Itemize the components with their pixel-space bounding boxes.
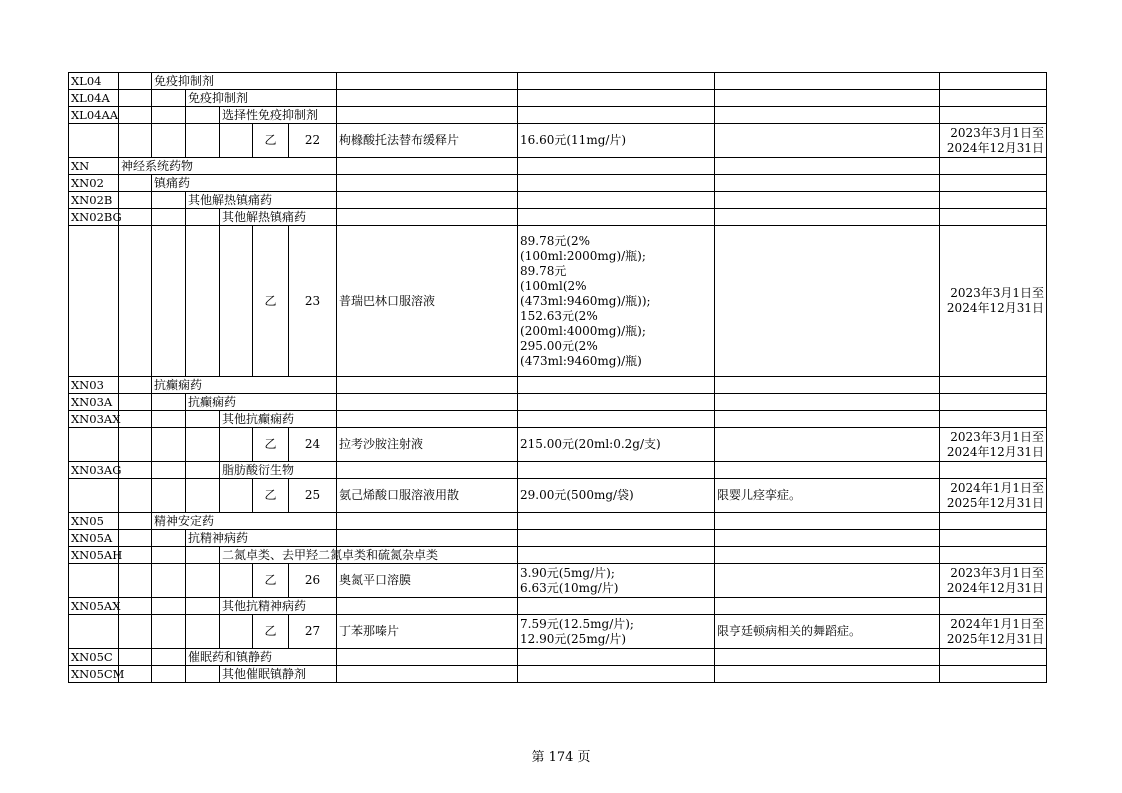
validity-period-cell xyxy=(940,598,1047,615)
price-cell xyxy=(518,377,715,394)
price-line: 295.00元(2% xyxy=(520,338,598,353)
restriction-cell xyxy=(715,209,940,226)
serial-number-cell: 24 xyxy=(289,428,337,462)
category-row xyxy=(69,192,1047,209)
drug-name-cell xyxy=(337,107,518,124)
drug-row xyxy=(69,564,1047,598)
validity-period-cell xyxy=(940,462,1047,479)
drug-row xyxy=(69,615,1047,649)
period-line: 2024年12月31日 xyxy=(946,580,1045,595)
code-cell xyxy=(69,124,119,158)
category-name-cell: 免疫抑制剂 xyxy=(186,90,337,107)
code-cell: XL04AA xyxy=(69,107,119,124)
category-name-cell: 其他催眠镇静剂 xyxy=(220,666,337,683)
level-spacer-cell xyxy=(186,615,220,649)
level-spacer-cell xyxy=(152,411,186,428)
category-row xyxy=(69,175,1047,192)
level-spacer-cell xyxy=(186,124,220,158)
level-spacer-cell xyxy=(152,90,186,107)
restriction-cell xyxy=(715,226,940,377)
drug-name-cell xyxy=(337,90,518,107)
validity-period-cell xyxy=(940,90,1047,107)
price-line: 89.78元(2% xyxy=(520,233,591,248)
drug-row xyxy=(69,428,1047,462)
level-spacer-cell xyxy=(119,428,152,462)
level-spacer-cell xyxy=(220,564,253,598)
price-cell xyxy=(518,411,715,428)
level-spacer-cell xyxy=(152,666,186,683)
level-spacer-cell xyxy=(152,192,186,209)
price-cell xyxy=(518,226,715,377)
drug-name-cell xyxy=(337,192,518,209)
level-spacer-cell xyxy=(152,209,186,226)
price-line: 6.63元(10mg/片) xyxy=(520,580,619,595)
validity-period-cell xyxy=(940,377,1047,394)
drug-name-cell: 拉考沙胺注射液 xyxy=(337,428,518,462)
code-cell: XN05AH xyxy=(69,547,119,564)
level-spacer-cell xyxy=(119,107,152,124)
category-name-cell: 镇痛药 xyxy=(152,175,337,192)
restriction-cell xyxy=(715,158,940,175)
code-cell xyxy=(69,564,119,598)
drug-name-cell xyxy=(337,411,518,428)
level-spacer-cell xyxy=(152,615,186,649)
drug-name-cell xyxy=(337,158,518,175)
code-cell: XN03AG xyxy=(69,462,119,479)
category-row xyxy=(69,394,1047,411)
restriction-cell: 限亨廷顿病相关的舞蹈症。 xyxy=(715,615,940,649)
category-name-cell: 选择性免疫抑制剂 xyxy=(220,107,337,124)
level-spacer-cell xyxy=(186,479,220,513)
category-row xyxy=(69,547,1047,564)
price-line: 16.60元(11mg/片) xyxy=(520,133,627,147)
price-cell xyxy=(518,73,715,90)
category-row xyxy=(69,598,1047,615)
category-name-cell: 抗癫痫药 xyxy=(152,377,337,394)
category-row xyxy=(69,90,1047,107)
category-row xyxy=(69,209,1047,226)
period-line: 2024年12月31日 xyxy=(946,140,1045,155)
price-line: 3.90元(5mg/片); xyxy=(520,565,615,580)
serial-number-cell: 25 xyxy=(289,479,337,513)
price-cell xyxy=(518,649,715,666)
price-line: 215.00元(20ml:0.2g/支) xyxy=(520,437,661,451)
validity-period-cell xyxy=(940,158,1047,175)
price-cell xyxy=(518,666,715,683)
drug-row xyxy=(69,124,1047,158)
level-spacer-cell xyxy=(119,73,152,90)
category-row xyxy=(69,462,1047,479)
level-spacer-cell xyxy=(119,226,152,377)
level-spacer-cell xyxy=(119,479,152,513)
validity-period-cell xyxy=(940,394,1047,411)
category-row xyxy=(69,158,1047,175)
price-cell xyxy=(518,90,715,107)
level-spacer-cell xyxy=(186,547,220,564)
price-cell xyxy=(518,209,715,226)
category-name-cell: 二氮卓类、去甲羟二氮卓类和硫氮杂卓类 xyxy=(220,547,337,564)
drug-name-cell xyxy=(337,649,518,666)
price-line: (200ml:4000mg)/瓶); xyxy=(520,323,646,338)
code-cell xyxy=(69,226,119,377)
level-spacer-cell xyxy=(186,226,220,377)
validity-period-cell xyxy=(940,530,1047,547)
level-spacer-cell xyxy=(186,411,220,428)
code-cell: XN05 xyxy=(69,513,119,530)
category-row xyxy=(69,513,1047,530)
level-spacer-cell xyxy=(220,479,253,513)
category-row xyxy=(69,666,1047,683)
category-type-cell: 乙 xyxy=(253,428,289,462)
drug-name-cell xyxy=(337,209,518,226)
drug-name-cell: 氨己烯酸口服溶液用散 xyxy=(337,479,518,513)
level-spacer-cell xyxy=(186,462,220,479)
level-spacer-cell xyxy=(119,564,152,598)
category-name-cell: 神经系统药物 xyxy=(119,158,337,175)
price-cell xyxy=(518,564,715,598)
price-line: 7.59元(12.5mg/片); xyxy=(520,616,634,631)
price-line: 29.00元(500mg/袋) xyxy=(520,488,634,502)
code-cell: XN xyxy=(69,158,119,175)
code-cell: XN03 xyxy=(69,377,119,394)
restriction-cell xyxy=(715,107,940,124)
drug-name-cell xyxy=(337,530,518,547)
period-line: 2025年12月31日 xyxy=(946,495,1045,510)
validity-period-cell xyxy=(940,124,1047,158)
level-spacer-cell xyxy=(119,462,152,479)
level-spacer-cell xyxy=(152,462,186,479)
level-spacer-cell xyxy=(186,107,220,124)
code-cell: XN05A xyxy=(69,530,119,547)
code-cell xyxy=(69,615,119,649)
code-cell: XN02 xyxy=(69,175,119,192)
serial-number-cell: 22 xyxy=(289,124,337,158)
serial-number-cell: 27 xyxy=(289,615,337,649)
price-cell xyxy=(518,462,715,479)
restriction-cell xyxy=(715,462,940,479)
level-spacer-cell xyxy=(152,226,186,377)
validity-period-cell xyxy=(940,226,1047,377)
price-line: (100ml(2% xyxy=(520,278,587,293)
restriction-cell xyxy=(715,666,940,683)
category-row xyxy=(69,73,1047,90)
code-cell: XL04A xyxy=(69,90,119,107)
drug-name-cell xyxy=(337,513,518,530)
level-spacer-cell xyxy=(152,124,186,158)
category-row xyxy=(69,649,1047,666)
level-spacer-cell xyxy=(152,530,186,547)
page-number: 第 174 页 xyxy=(531,750,591,765)
level-spacer-cell xyxy=(119,209,152,226)
validity-period-cell xyxy=(940,73,1047,90)
level-spacer-cell xyxy=(119,124,152,158)
price-cell xyxy=(518,615,715,649)
restriction-cell xyxy=(715,192,940,209)
period-line: 2024年1月1日至 xyxy=(950,616,1045,631)
code-cell: XL04 xyxy=(69,73,119,90)
validity-period-cell xyxy=(940,649,1047,666)
level-spacer-cell xyxy=(186,428,220,462)
serial-number-cell: 26 xyxy=(289,564,337,598)
price-line: 89.78元 xyxy=(520,263,567,278)
price-cell xyxy=(518,530,715,547)
category-row xyxy=(69,411,1047,428)
level-spacer-cell xyxy=(119,192,152,209)
category-type-cell: 乙 xyxy=(253,479,289,513)
level-spacer-cell xyxy=(186,209,220,226)
restriction-cell xyxy=(715,73,940,90)
validity-period-cell xyxy=(940,615,1047,649)
period-line: 2025年12月31日 xyxy=(946,631,1045,646)
category-name-cell: 其他解热镇痛药 xyxy=(220,209,337,226)
code-cell: XN02BG xyxy=(69,209,119,226)
level-spacer-cell xyxy=(152,394,186,411)
price-line: 152.63元(2% xyxy=(520,308,598,323)
price-line: (473ml:9460mg)/瓶) xyxy=(520,353,642,368)
level-spacer-cell xyxy=(152,547,186,564)
level-spacer-cell xyxy=(152,649,186,666)
level-spacer-cell xyxy=(220,124,253,158)
price-line: 12.90元(25mg/片) xyxy=(520,631,627,646)
category-name-cell: 其他抗精神病药 xyxy=(220,598,337,615)
restriction-cell xyxy=(715,598,940,615)
period-line: 2023年3月1日至 xyxy=(950,125,1045,140)
restriction-cell xyxy=(715,411,940,428)
restriction-cell: 限婴儿痉挛症。 xyxy=(715,479,940,513)
code-cell: XN05C xyxy=(69,649,119,666)
level-spacer-cell xyxy=(220,428,253,462)
drug-row xyxy=(69,479,1047,513)
validity-period-cell xyxy=(940,428,1047,462)
restriction-cell xyxy=(715,394,940,411)
restriction-cell xyxy=(715,649,940,666)
price-cell xyxy=(518,158,715,175)
validity-period-cell xyxy=(940,479,1047,513)
restriction-cell xyxy=(715,428,940,462)
period-line: 2023年3月1日至 xyxy=(950,565,1045,580)
level-spacer-cell xyxy=(186,564,220,598)
level-spacer-cell xyxy=(119,513,152,530)
level-spacer-cell xyxy=(220,615,253,649)
category-name-cell: 免疫抑制剂 xyxy=(152,73,337,90)
drug-name-cell xyxy=(337,377,518,394)
period-line: 2024年12月31日 xyxy=(946,444,1045,459)
category-name-cell: 其他抗癫痫药 xyxy=(220,411,337,428)
level-spacer-cell xyxy=(119,547,152,564)
level-spacer-cell xyxy=(119,411,152,428)
price-line: (100ml:2000mg)/瓶); xyxy=(520,248,646,263)
code-cell: XN03AX xyxy=(69,411,119,428)
restriction-cell xyxy=(715,564,940,598)
code-cell xyxy=(69,428,119,462)
price-cell xyxy=(518,394,715,411)
code-cell: XN05CM xyxy=(69,666,119,683)
code-cell: XN03A xyxy=(69,394,119,411)
category-type-cell: 乙 xyxy=(253,564,289,598)
category-name-cell: 其他解热镇痛药 xyxy=(186,192,337,209)
price-cell xyxy=(518,598,715,615)
category-type-cell: 乙 xyxy=(253,615,289,649)
validity-period-cell xyxy=(940,666,1047,683)
validity-period-cell xyxy=(940,175,1047,192)
price-cell xyxy=(518,479,715,513)
validity-period-cell xyxy=(940,411,1047,428)
level-spacer-cell xyxy=(152,107,186,124)
price-cell xyxy=(518,124,715,158)
period-line: 2024年1月1日至 xyxy=(950,480,1045,495)
restriction-cell xyxy=(715,530,940,547)
serial-number-cell: 23 xyxy=(289,226,337,377)
level-spacer-cell xyxy=(119,394,152,411)
drug-name-cell xyxy=(337,394,518,411)
category-row xyxy=(69,107,1047,124)
period-line: 2023年3月1日至 xyxy=(950,429,1045,444)
drug-name-cell xyxy=(337,73,518,90)
level-spacer-cell xyxy=(152,564,186,598)
level-spacer-cell xyxy=(119,598,152,615)
price-cell xyxy=(518,428,715,462)
drug-name-cell: 丁苯那嗪片 xyxy=(337,615,518,649)
code-cell: XN02B xyxy=(69,192,119,209)
price-cell xyxy=(518,547,715,564)
table-body xyxy=(69,73,1047,683)
level-spacer-cell xyxy=(119,175,152,192)
category-type-cell: 乙 xyxy=(253,226,289,377)
code-cell: XN05AX xyxy=(69,598,119,615)
category-name-cell: 抗精神病药 xyxy=(186,530,337,547)
validity-period-cell xyxy=(940,547,1047,564)
level-spacer-cell xyxy=(119,615,152,649)
restriction-cell xyxy=(715,377,940,394)
drug-name-cell: 奥氮平口溶膜 xyxy=(337,564,518,598)
restriction-cell xyxy=(715,90,940,107)
drug-list-table xyxy=(68,72,1047,683)
level-spacer-cell xyxy=(119,377,152,394)
level-spacer-cell xyxy=(186,598,220,615)
code-cell xyxy=(69,479,119,513)
price-cell xyxy=(518,192,715,209)
category-name-cell: 抗癫痫药 xyxy=(186,394,337,411)
restriction-cell xyxy=(715,513,940,530)
validity-period-cell xyxy=(940,513,1047,530)
price-line: (473ml:9460mg)/瓶)); xyxy=(520,293,651,308)
period-line: 2024年12月31日 xyxy=(946,301,1045,315)
category-row xyxy=(69,530,1047,547)
drug-name-cell xyxy=(337,666,518,683)
restriction-cell xyxy=(715,547,940,564)
category-name-cell: 精神安定药 xyxy=(152,513,337,530)
drug-name-cell xyxy=(337,598,518,615)
drug-name-cell xyxy=(337,175,518,192)
level-spacer-cell xyxy=(119,649,152,666)
category-row xyxy=(69,377,1047,394)
period-line: 2023年3月1日至 xyxy=(950,286,1045,300)
validity-period-cell xyxy=(940,209,1047,226)
restriction-cell xyxy=(715,175,940,192)
price-cell xyxy=(518,513,715,530)
validity-period-cell xyxy=(940,107,1047,124)
validity-period-cell xyxy=(940,564,1047,598)
level-spacer-cell xyxy=(152,479,186,513)
category-name-cell: 脂肪酸衍生物 xyxy=(220,462,337,479)
level-spacer-cell xyxy=(152,598,186,615)
drug-name-cell: 普瑞巴林口服溶液 xyxy=(337,226,518,377)
price-cell xyxy=(518,107,715,124)
drug-name-cell: 枸橼酸托法替布缓释片 xyxy=(337,124,518,158)
category-name-cell: 催眠药和镇静药 xyxy=(186,649,337,666)
price-cell xyxy=(518,175,715,192)
drug-row xyxy=(69,226,1047,377)
validity-period-cell xyxy=(940,192,1047,209)
drug-name-cell xyxy=(337,462,518,479)
restriction-cell xyxy=(715,124,940,158)
level-spacer-cell xyxy=(152,428,186,462)
category-type-cell: 乙 xyxy=(253,124,289,158)
level-spacer-cell xyxy=(220,226,253,377)
level-spacer-cell xyxy=(119,530,152,547)
level-spacer-cell xyxy=(119,90,152,107)
level-spacer-cell xyxy=(186,666,220,683)
